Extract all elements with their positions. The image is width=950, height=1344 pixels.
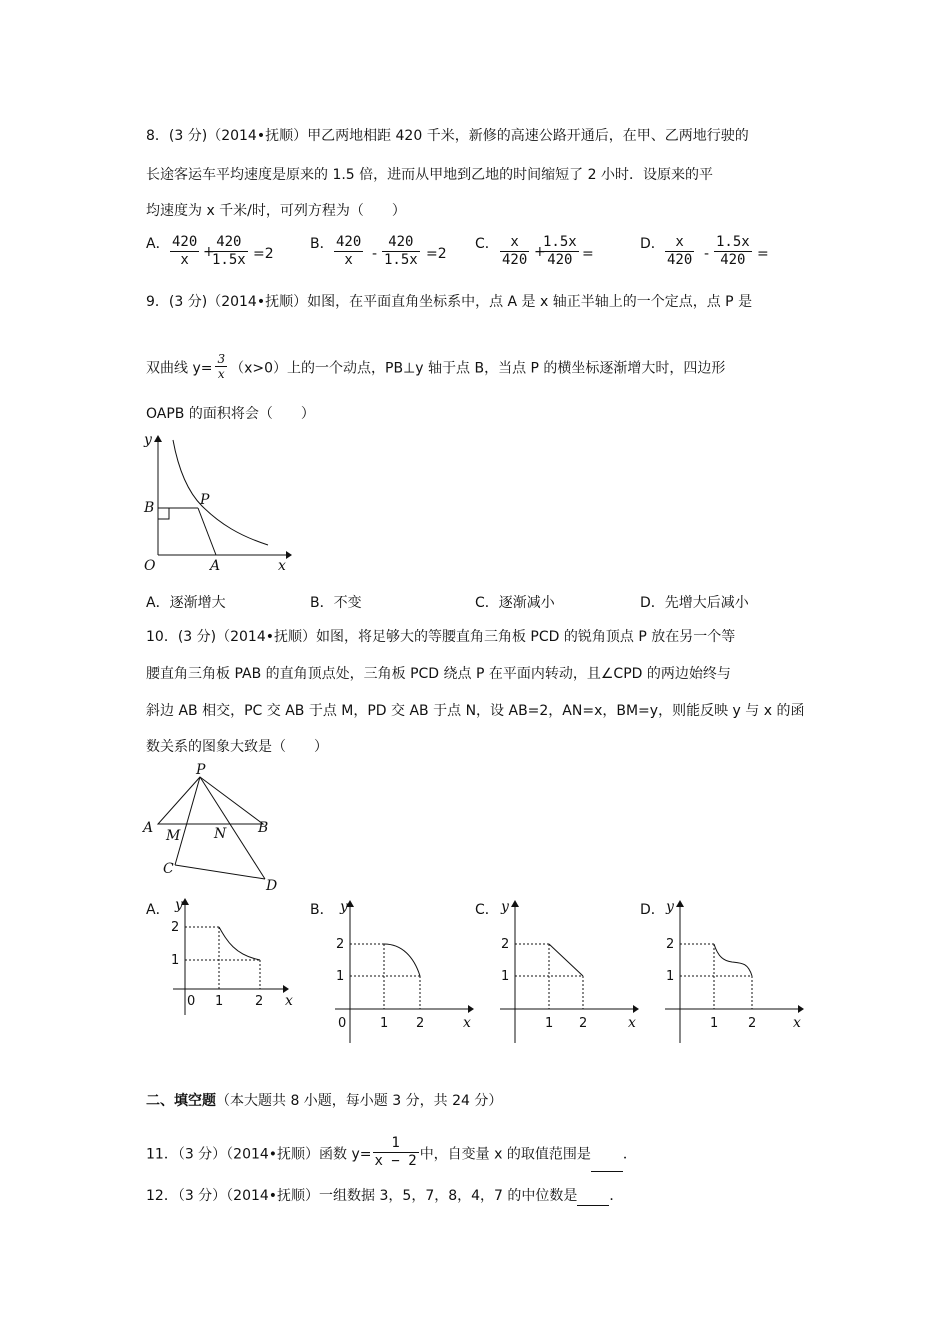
q8-line-3: 均速度为 x 千米/时，可列方程为（ ） xyxy=(146,203,406,219)
svg-text:1: 1 xyxy=(171,953,180,968)
q10-graph-a xyxy=(165,895,295,1020)
q10-line-1: 10．(3 分)（2014•抚顺）如图，将足够大的等腰直角三角板 PCD 的锐角顶点 P 放在另一个等 xyxy=(146,629,736,645)
q10-line-2: 腰直角三角板 PAB 的直角顶点处，三角板 PCD 绕点 P 在平面内转动，且∠CPD 的两边始终与 xyxy=(146,666,731,682)
svg-text:C: C xyxy=(163,861,174,877)
svg-text:A: A xyxy=(210,558,221,574)
q9-line-1: 9．(3 分)（2014•抚顺）如图，在平面直角坐标系中，点 A 是 x 轴正半轴上的一个定点，点 P 是 xyxy=(146,294,753,310)
answer-blank[interactable] xyxy=(577,1191,609,1206)
svg-text:O: O xyxy=(144,558,156,574)
svg-text:1: 1 xyxy=(215,994,224,1009)
q8-line-1: 8．(3 分)（2014•抚顺）甲乙两地相距 420 千米，新修的高速公路开通后，在甲、乙两地行驶的 xyxy=(146,128,749,144)
fraction: $\frac{420}{1.5x}$ xyxy=(384,234,418,268)
svg-text:2: 2 xyxy=(501,937,510,952)
svg-text:y: y xyxy=(175,897,183,913)
svg-text:1: 1 xyxy=(380,1016,389,1031)
section-note: （本大题共 8 小题，每小题 3 分，共 24 分） xyxy=(216,1093,503,1109)
section-2-heading xyxy=(146,1091,502,1111)
svg-text:1: 1 xyxy=(666,969,675,984)
svg-text:M: M xyxy=(166,828,181,844)
q10-option-a-label: A． xyxy=(146,902,170,918)
svg-text:P: P xyxy=(200,492,210,508)
svg-text:B: B xyxy=(258,820,269,836)
q10-graph-d xyxy=(660,895,810,1045)
svg-text:y: y xyxy=(666,899,674,915)
svg-text:x: x xyxy=(793,1015,801,1031)
q9-hyperbola-figure xyxy=(140,430,300,580)
fraction: $\frac{x}{420}$ xyxy=(667,234,693,268)
fraction: $\frac{420}{1.5x}$ xyxy=(212,234,246,268)
q10-option-d-label: D． xyxy=(640,902,665,918)
svg-text:2: 2 xyxy=(416,1016,425,1031)
svg-text:2: 2 xyxy=(748,1016,757,1031)
fraction: $\frac{1.5x}{420}$ xyxy=(543,234,577,268)
q10-graph-c xyxy=(495,895,645,1045)
svg-text:0: 0 xyxy=(187,994,196,1009)
q9-line-2: 双曲线 y= $\frac{3}{x}$ （x>0）上的一个动点，PB⊥y 轴于点 B，当点 P 的横坐标逐渐增大时，四边形 xyxy=(146,352,726,381)
q9-option-a: A．逐渐增大 xyxy=(146,595,226,611)
q8-line-2: 长途客运车平均速度是原来的 1.5 倍，进而从甲地到乙地的时间缩短了 2 小时．设原来的平 xyxy=(146,167,713,183)
svg-text:x: x xyxy=(628,1015,636,1031)
q10-triangle-figure xyxy=(140,762,290,897)
svg-text:y: y xyxy=(501,899,509,915)
svg-text:2: 2 xyxy=(255,994,264,1009)
svg-text:x: x xyxy=(463,1015,471,1031)
svg-text:2: 2 xyxy=(666,937,675,952)
svg-text:2: 2 xyxy=(336,937,345,952)
svg-text:1: 1 xyxy=(501,969,510,984)
svg-text:P: P xyxy=(196,762,206,778)
q10-option-b-label: B． xyxy=(310,902,334,918)
svg-text:0: 0 xyxy=(338,1016,347,1031)
q10-line-3: 斜边 AB 相交，PC 交 AB 于点 M，PD 交 AB 于点 N，设 AB=2，AN=x，BM=y，则能反映 y 与 x 的函 xyxy=(146,703,805,719)
svg-text:A: A xyxy=(143,820,154,836)
svg-text:x: x xyxy=(285,993,293,1009)
q9-option-c: C．逐渐减小 xyxy=(475,595,555,611)
svg-text:x: x xyxy=(278,558,286,574)
svg-text:1: 1 xyxy=(710,1016,719,1031)
option-label: A． xyxy=(146,236,170,252)
q10-graph-b xyxy=(330,895,480,1045)
svg-text:B: B xyxy=(144,500,155,516)
fraction: $\frac{1.5x}{420}$ xyxy=(716,234,750,268)
svg-text:1: 1 xyxy=(336,969,345,984)
option-label: B． xyxy=(310,236,334,252)
svg-text:y: y xyxy=(144,432,152,448)
svg-text:D: D xyxy=(266,878,278,894)
q9-option-d: D．先增大后减小 xyxy=(640,595,749,611)
svg-text:2: 2 xyxy=(171,920,180,935)
answer-blank[interactable] xyxy=(591,1157,623,1172)
svg-text:N: N xyxy=(214,826,227,842)
q11-line: 11．（3 分）（2014•抚顺）函数 y= $\frac{1}{x - 2}$ 中，自变量 x 的取值范围是 ． xyxy=(146,1137,637,1172)
q10-option-c-label: C． xyxy=(475,902,499,918)
svg-text:2: 2 xyxy=(579,1016,588,1031)
section-title: 二、填空题 xyxy=(146,1093,216,1109)
q9-line-3: OAPB 的面积将会（ ） xyxy=(146,406,315,422)
fraction: $\frac{x}{420}$ xyxy=(502,234,528,268)
q12-line: 12．（3 分）（2014•抚顺）一组数据 3，5，7，8，4，7 的中位数是 ． xyxy=(146,1188,624,1204)
q9-option-b: B．不变 xyxy=(310,595,362,611)
svg-text:1: 1 xyxy=(545,1016,554,1031)
option-label: C． xyxy=(475,236,499,252)
q10-line-4: 数关系的图象大致是（ ） xyxy=(146,739,328,755)
fraction: $\frac{420}{x}$ xyxy=(172,234,198,268)
option-label: D． xyxy=(640,236,665,252)
fraction: $\frac{420}{x}$ xyxy=(336,234,362,268)
svg-text:y: y xyxy=(340,899,348,915)
